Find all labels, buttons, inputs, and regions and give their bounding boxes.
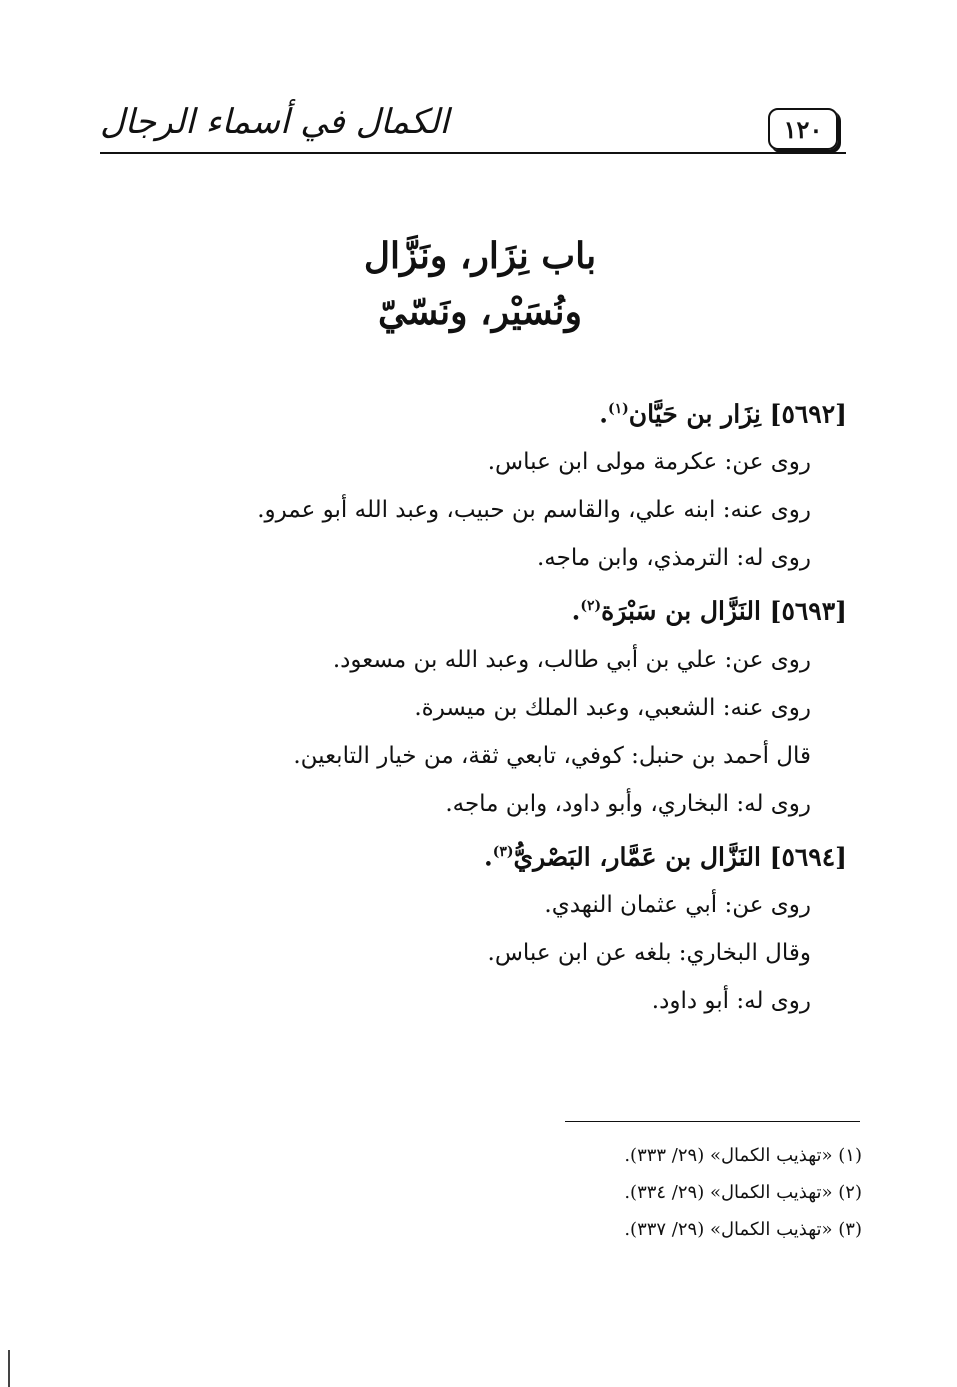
footnote-2: (٢) «تهذيب الكمال» (٢٩/ ٣٣٤). — [624, 1182, 862, 1203]
entry-line: روى عنه: ابنه علي، والقاسم بن حبيب، وعبد الله أبو عمرو. — [257, 497, 811, 524]
footnote-ref: (١) — [607, 401, 629, 417]
entry-line: روى عنه: الشعبي، وعبد الملك بن ميسرة. — [414, 694, 811, 721]
scan-margin-mark — [8, 1350, 10, 1387]
entry-line: روى له: البخاري، وأبو داود، وابن ماجه. — [445, 790, 811, 817]
entry-line: وقال البخاري: بلغه عن ابن عباس. — [487, 939, 811, 966]
page-number: ١٢٠ — [783, 114, 823, 144]
entry-5694 — [127, 828, 847, 1025]
entry-head: [٥٦٩٢] نِزَار بن حَيَّان$^{(١)}$. — [599, 399, 847, 429]
entry-line: روى له: الترمذي، وابن ماجه. — [537, 545, 811, 572]
footnote-1: (١) «تهذيب الكمال» (٢٩/ ٣٣٣). — [624, 1145, 862, 1166]
header-rule — [100, 152, 846, 154]
footnote-rule — [565, 1121, 860, 1122]
entry-head: [٥٦٩٤] النَزَّال بن عَمَّار، البَصْريُّ$^{(٣)}$. — [484, 841, 847, 871]
entry-head: [٥٦٩٣] النَزَّال بن سَبْرَة$^{(٢)}$. — [571, 596, 847, 626]
chapter-title-line-1: باب نِزَار، ونَزَّال — [363, 235, 597, 277]
entry-5693 — [127, 582, 847, 827]
entry-line: روى عن: علي بن أبي طالب، وعبد الله بن مسعود. — [332, 646, 811, 673]
footnote-3: (٣) «تهذيب الكمال» (٢٩/ ٣٣٧). — [624, 1219, 862, 1240]
entry-line: روى له: أبو داود. — [651, 987, 811, 1014]
entry-line: قال أحمد بن حنبل: كوفي، تابعي ثقة، من خيار التابعين. — [293, 742, 811, 769]
running-title: الكمال في أسماء الرجال — [100, 102, 449, 142]
footnotes — [462, 1137, 862, 1248]
chapter-title-line-2: ونُسَيْر، ونَسّيّ — [378, 291, 582, 333]
page-number-box — [768, 108, 838, 150]
footnote-ref: (٢) — [580, 598, 602, 615]
entries — [127, 385, 847, 1025]
chapter-title — [200, 228, 760, 340]
entry-line: روى عن: عكرمة مولى ابن عباس. — [487, 449, 811, 476]
footnote-ref: (٣) — [492, 843, 514, 860]
entry-5692 — [127, 385, 847, 582]
entry-line: روى عن: أبي عثمان النهدي. — [544, 891, 811, 918]
